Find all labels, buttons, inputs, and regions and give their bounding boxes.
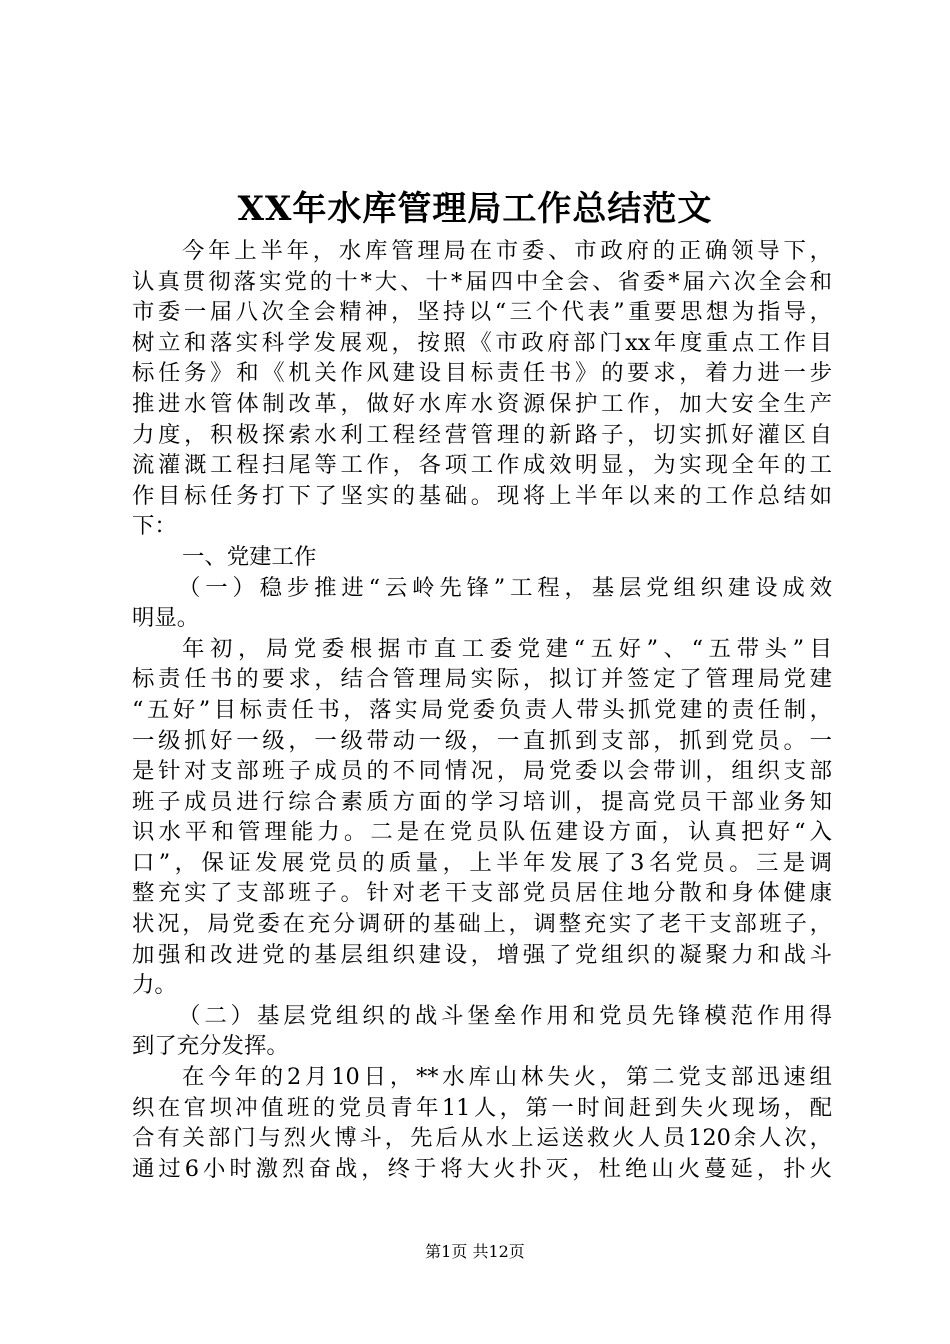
text-line: 作目标任务打下了坚实的基础。现将上半年以来的工作总结如 — [132, 482, 832, 509]
document-title: XX年水库管理局工作总结范文 — [237, 189, 713, 229]
text-line: 市委一届八次全会精神，坚持以“三个代表”重要思想为指导， — [132, 299, 832, 326]
text-line: 整充实了支部班子。针对老干支部党员居住地分散和身体健康 — [132, 880, 832, 907]
text-line: 是针对支部班子成员的不同情况，局党委以会带训，组织支部 — [132, 758, 832, 785]
text-line: 年初，局党委根据市直工委党建“五好”、“五带头”目 — [182, 635, 832, 662]
page-footer — [0, 1241, 950, 1263]
text-line: 下： — [132, 513, 177, 540]
text-line: 加强和改进党的基层组织建设，增强了党组织的凝聚力和战斗 — [132, 941, 832, 968]
section-heading: 一、党建工作 — [182, 543, 317, 570]
text-line: 到了充分发挥。 — [132, 1033, 289, 1060]
text-line: 一级抓好一级，一级带动一级，一直抓到支部，抓到党员。一 — [132, 727, 832, 754]
text-line: 口”，保证发展党员的质量，上半年发展了3名党员。三是调 — [132, 849, 832, 876]
text-line: 标责任书的要求，结合管理局实际，拟订并签定了管理局党建 — [132, 666, 832, 693]
text-line: 织在官坝冲值班的党员青年11人，第一时间赶到失火现场，配 — [132, 1094, 832, 1121]
text-line: 力度，积极探索水利工程经营管理的新路子，切实抓好灌区自 — [132, 421, 832, 448]
text-line: 在今年的2月10日，**水库山林失火，第二党支部迅速组 — [182, 1064, 832, 1091]
document-body — [132, 236, 832, 1184]
subsection-heading: （一）稳步推进“云岭先锋”工程，基层党组织建设成效 — [178, 574, 832, 601]
text-line: 合有关部门与烈火博斗，先后从水上运送救火人员120余人次， — [132, 1125, 832, 1152]
text-line: 树立和落实科学发展观，按照《市政府部门xx年度重点工作目 — [132, 329, 832, 356]
text-line: 班子成员进行综合素质方面的学习培训，提高党员干部业务知 — [132, 788, 832, 815]
subsection-heading: （二）基层党组织的战斗堡垒作用和党员先锋模范作用得 — [178, 1002, 832, 1029]
text-line: 识水平和管理能力。二是在党员队伍建设方面，认真把好“入 — [132, 819, 832, 846]
text-line: 今年上半年，水库管理局在市委、市政府的正确领导下， — [182, 238, 832, 264]
text-line: 标任务》和《机关作风建设目标责任书》的要求，着力进一步 — [132, 360, 832, 387]
text-line: 流灌溉工程扫尾等工作，各项工作成效明显，为实现全年的工 — [132, 452, 832, 479]
text-line: 力。 — [132, 972, 177, 999]
page-number: 第1页 共12页 — [425, 1242, 525, 1261]
text-line: 认真贯彻落实党的十*大、十*届四中全会、省委*届六次全会和 — [132, 268, 832, 295]
text-line: 推进水管体制改革，做好水库水资源保护工作，加大安全生产 — [132, 390, 832, 417]
text-line: 通过6小时激烈奋战，终于将大火扑灭，杜绝山火蔓延，扑火 — [132, 1155, 832, 1182]
text-line: “五好”目标责任书，落实局党委负责人带头抓党建的责任制， — [132, 696, 832, 723]
text-line: 明显。 — [132, 605, 200, 632]
text-line: 状况，局党委在充分调研的基础上，调整充实了老干支部班子， — [132, 911, 832, 938]
